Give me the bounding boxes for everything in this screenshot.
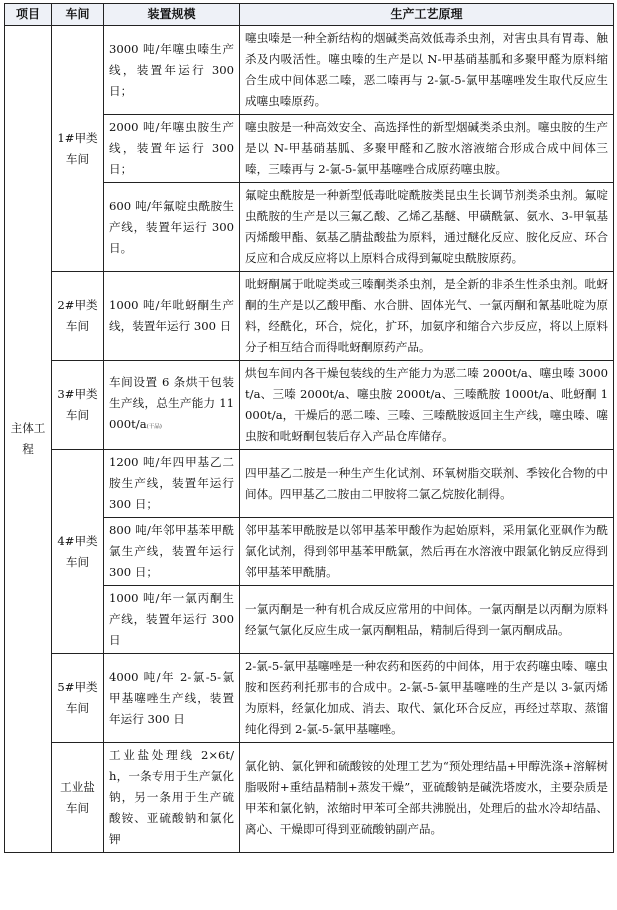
- scale-text: 车间设置 6 条烘干包装生产线，总生产能力 11000t/a: [109, 375, 234, 431]
- process-cell: 四甲基乙二胺是一种生产生化试剂、环氧树脂交联剂、季铵化合物的中间体。四甲基乙二胺由二甲胺将二氯乙烷胺化制得。: [240, 450, 614, 518]
- table-row: [5, 743, 614, 853]
- table-row: [5, 450, 614, 518]
- process-cell: 氟啶虫酰胺是一种新型低毒吡啶酰胺类昆虫生长调节剂类杀虫剂。氟啶虫酰胺的生产是以三氟乙酸、乙烯乙基醚、甲磺酰氯、氨水、3-甲氧基丙烯酸甲酯、氨基乙腈盐酸盐为原料，通过醚化反应、胺化反应、环合反应和合成反应将以上原料合成得到氟啶虫酰胺原药。: [240, 183, 614, 272]
- table-row: [5, 272, 614, 361]
- process-cell: 氯化钠、氯化钾和硫酸铵的处理工艺为“预处理结晶+甲醇洗涤+溶解树脂吸附+重结晶精制+蒸发干燥”，亚硫酸钠是碱洗塔废水，主要杂质是甲苯和氯化钠，浓缩时甲苯可全部共沸脱出，处理后的盐水冷却结晶、离心、干燥即可得到亚硫酸钠副产品。: [240, 743, 614, 853]
- header-row: [5, 4, 614, 26]
- table-row: [5, 361, 614, 450]
- scale-cell: [104, 361, 240, 450]
- workshop-cell: 5#甲类车间: [52, 654, 104, 743]
- scale-cell: 1000 吨/年一氯丙酮生产线，装置年运行 300 日: [104, 586, 240, 654]
- scale-cell: 2000 吨/年噻虫胺生产线，装置年运行 300 日；: [104, 115, 240, 183]
- process-cell: 吡蚜酮属于吡啶类或三嗪酮类杀虫剂，是全新的非杀生性杀虫剂。吡蚜酮的生产是以乙酸甲酯、水合肼、固体光气、一氯丙酮和氰基吡啶为原料，经酰化，环合，烷化，扩环，加氨序和缩合六步反应，将以上原料分子相互结合而得吡蚜酮原药产品。: [240, 272, 614, 361]
- process-cell: 2-氯-5-氯甲基噻唑是一种农药和医药的中间体，用于农药噻虫嗪、噻虫胺和医药利托那韦的合成中。2-氯-5-氯甲基噻唑的生产是以 3-氯丙烯为原料，经氯化加成、消去、取代、氯化环合反应，再经过萃取、蒸馏纯化得到 2-氯-5-氯甲基噻唑。: [240, 654, 614, 743]
- scale-cell: 工业盐处理线 2×6t/h，一条专用于生产氯化钠，另一条用于生产硫酸铵、亚硫酸钠和氯化钾: [104, 743, 240, 853]
- process-cell: 噻虫胺是一种高效安全、高选择性的新型烟碱类杀虫剂。噻虫胺的生产是以 N-甲基硝基胍、多聚甲醛和乙胺水溶液缩合形成合成中间体三嗪，三嗪再与 2-氯-5-氯甲基噻唑合成原药噻虫胺。: [240, 115, 614, 183]
- process-table: [4, 3, 614, 853]
- process-cell: 一氯丙酮是一种有机合成反应常用的中间体。一氯丙酮是以丙酮为原料经氯气氯化反应生成一氯丙酮粗品，精制后得到一氯丙酮成品。: [240, 586, 614, 654]
- process-cell: 烘包车间内各干燥包装线的生产能力为恶二嗪 2000t/a、噻虫嗪 3000t/a、三嗪 2000t/a、噻虫胺 2000t/a、三嗪酰胺 1000t/a、吡蚜酮 1000t/a，干燥后的恶二嗪、三嗪、三嗪酰胺返回主生产线，噻虫嗪、噻虫胺和吡蚜酮包装后存入产品仓库储存。: [240, 361, 614, 450]
- workshop-cell: 1#甲类车间: [52, 26, 104, 272]
- scale-cell: 4000 吨/年 2-氯-5-氯甲基噻唑生产线，装置年运行 300 日: [104, 654, 240, 743]
- header-project: 项目: [5, 4, 52, 26]
- scale-cell: 3000 吨/年噻虫嗪生产线，装置年运行 300 日；: [104, 26, 240, 115]
- workshop-cell: 工业盐车间: [52, 743, 104, 853]
- project-cell: 主体工程: [5, 26, 52, 853]
- table-row: [5, 26, 614, 115]
- workshop-cell: 2#甲类车间: [52, 272, 104, 361]
- scale-note: (干品): [146, 424, 162, 430]
- process-cell: 噻虫嗪是一种全新结构的烟碱类高效低毒杀虫剂，对害虫具有胃毒、触杀及内吸活性。噻虫嗪的生产是以 N-甲基硝基胍和多聚甲醛为原料缩合生成中间体恶二嗪，恶二嗪再与 2-氯-5-氯甲基噻唑发生取代反应生成噻虫嗪原药。: [240, 26, 614, 115]
- header-process: 生产工艺原理: [240, 4, 614, 26]
- workshop-cell: 3#甲类车间: [52, 361, 104, 450]
- scale-cell: 1000 吨/年吡蚜酮生产线，装置年运行 300 日: [104, 272, 240, 361]
- table-row: [5, 654, 614, 743]
- scale-cell: 1200 吨/年四甲基乙二胺生产线，装置年运行 300 日；: [104, 450, 240, 518]
- header-scale: 装置规模: [104, 4, 240, 26]
- process-cell: 邻甲基苯甲酰胺是以邻甲基苯甲酸作为起始原料，采用氯化亚砜作为酰氯化试剂，得到邻甲基苯甲酰氯，然后再在水溶液中跟氯化钠反应得到邻甲基苯甲酰腈。: [240, 518, 614, 586]
- workshop-cell: 4#甲类车间: [52, 450, 104, 654]
- header-workshop: 车间: [52, 4, 104, 26]
- scale-cell: 800 吨/年邻甲基苯甲酰氯生产线，装置年运行 300 日；: [104, 518, 240, 586]
- scale-cell: 600 吨/年氟啶虫酰胺生产线，装置年运行 300 日。: [104, 183, 240, 272]
